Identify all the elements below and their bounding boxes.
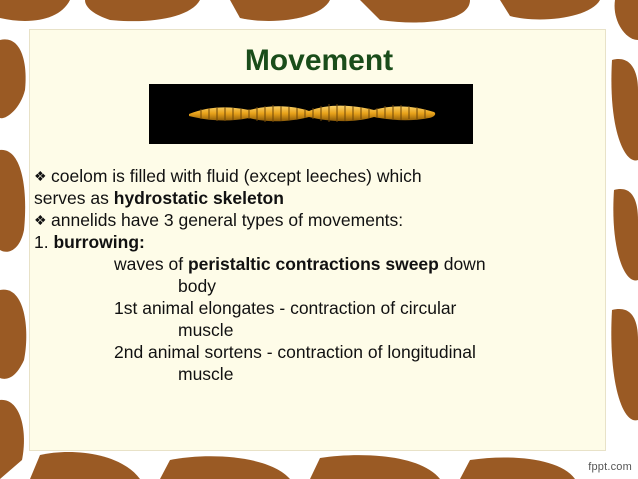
text-run: annelids have 3 general types of movements:	[51, 210, 404, 230]
text-run: 1.	[34, 232, 54, 252]
text-run: 2nd animal sortens - contraction of longitudinal	[114, 342, 476, 362]
text-run: serves as	[34, 188, 114, 208]
earthworm-image	[149, 84, 473, 144]
sub-line	[34, 341, 594, 363]
bullet-line	[34, 209, 594, 231]
sub-line-continuation	[34, 363, 594, 385]
text-run: body	[178, 276, 216, 296]
bold-term: hydrostatic skeleton	[113, 188, 284, 208]
earthworm-illustration	[149, 84, 473, 144]
sub-line-continuation	[34, 275, 594, 297]
footer-logo: fppt.com	[588, 461, 632, 473]
diamond-bullet-icon: ❖	[34, 168, 47, 184]
text-run: down	[438, 254, 486, 274]
diamond-bullet-icon: ❖	[34, 212, 47, 228]
bullet-line	[34, 165, 594, 187]
slide-title: Movement	[244, 44, 394, 77]
text-run: waves of	[114, 254, 188, 274]
slide-body	[34, 165, 594, 385]
bold-term: peristaltic contractions sweep	[187, 254, 439, 274]
text-run: 1st animal elongates - contraction of circular	[114, 298, 457, 318]
text-run: muscle	[178, 320, 234, 340]
text-run: muscle	[178, 364, 234, 384]
numbered-line	[34, 231, 594, 253]
text-line	[34, 187, 594, 209]
sub-line-continuation	[34, 319, 594, 341]
bold-term: burrowing:	[53, 232, 145, 252]
sub-line	[34, 297, 594, 319]
text-run: coelom is filled with fluid (except leeches) which	[51, 166, 422, 186]
sub-line	[34, 253, 594, 275]
